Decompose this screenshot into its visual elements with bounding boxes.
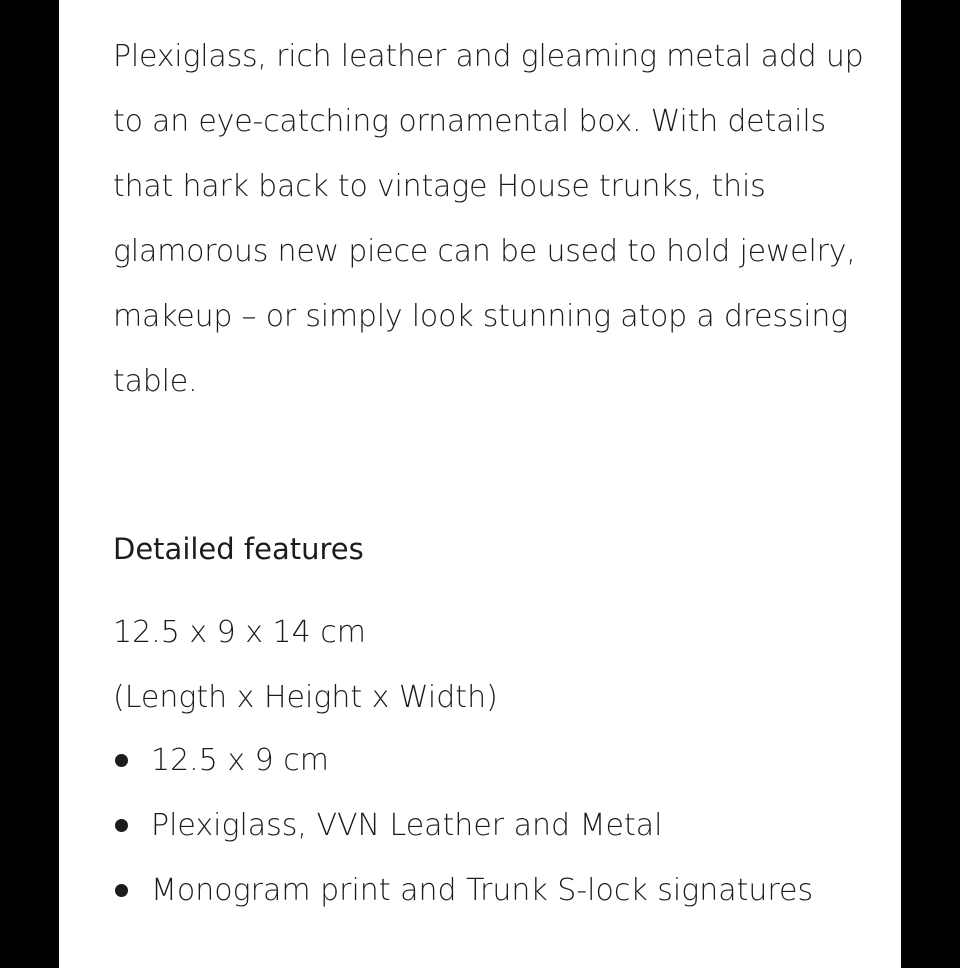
detailed-features-heading: Detailed features [113, 532, 364, 566]
dimensions-block [113, 600, 498, 730]
list-item: 12.5 x 9 cm [113, 728, 813, 793]
list-item: Monogram print and Trunk S-lock signatures [113, 858, 813, 923]
product-description-text: Plexiglass, rich leather and gleaming metal add up to an eye-catching ornamental box. With details that hark back to vintage House trunks, this glamorous new piece can be used to hold jewelry, makeup – or simply look stunning atop a dressing table. [113, 39, 864, 399]
features-list [113, 728, 813, 923]
product-description-panel [59, 0, 901, 968]
dimensions-note: (Length x Height x Width) [113, 680, 498, 715]
list-item: Plexiglass, VVN Leather and Metal [113, 793, 813, 858]
dimensions-value: 12.5 x 9 x 14 cm [113, 615, 366, 650]
